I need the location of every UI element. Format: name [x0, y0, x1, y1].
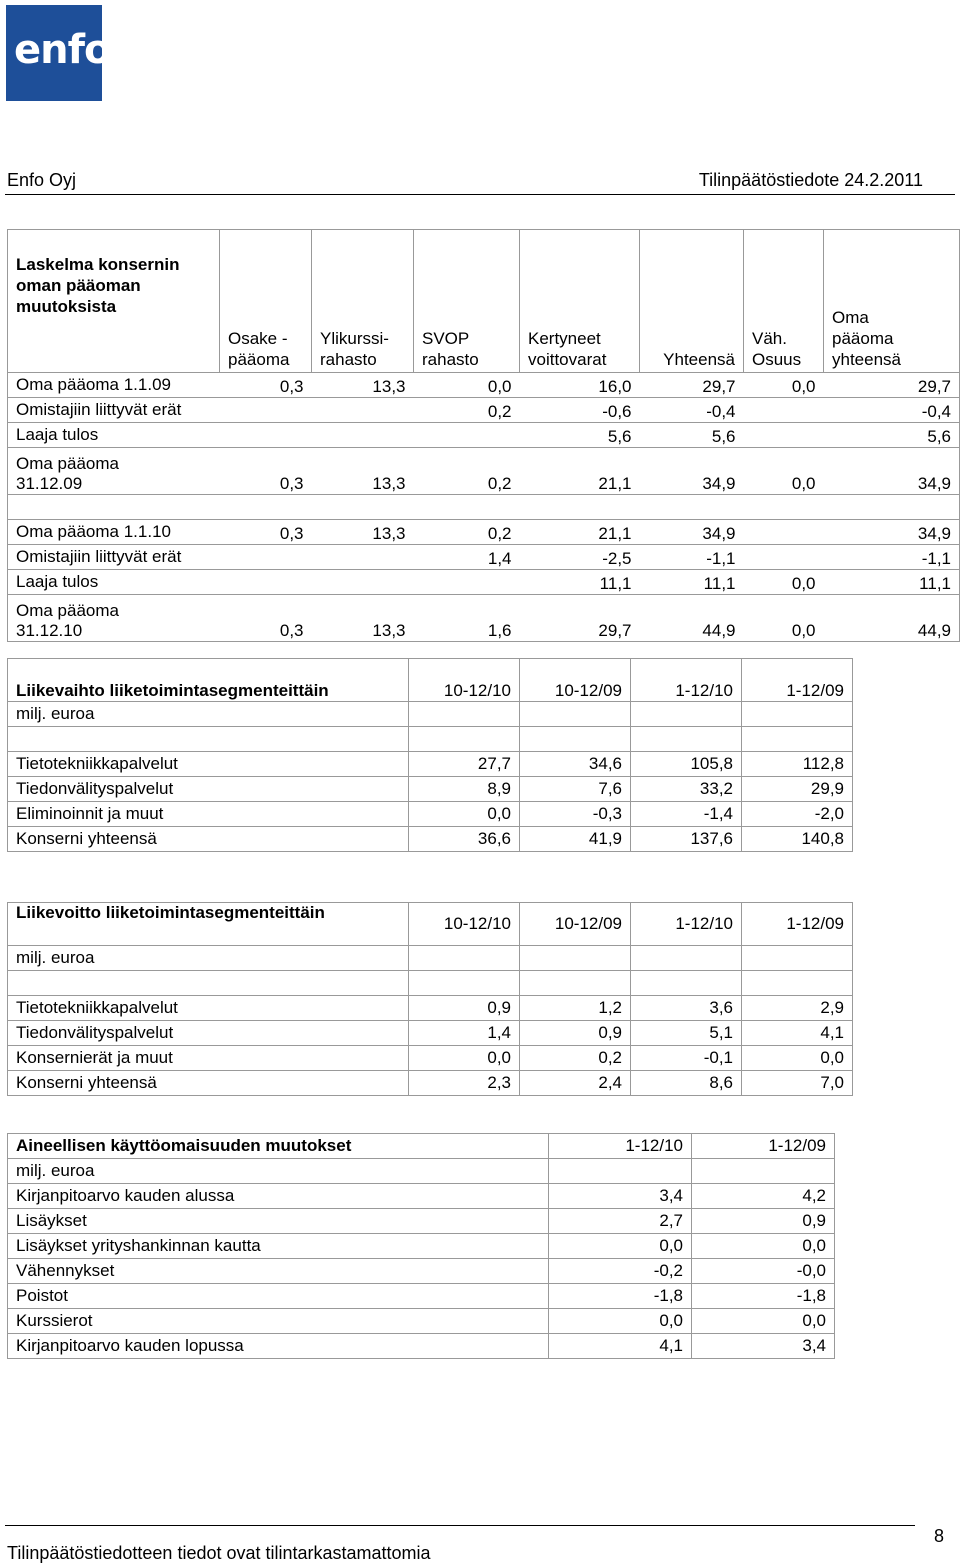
equity-cell — [744, 495, 824, 520]
assets-title: Aineellisen käyttöomaisuuden muutokset — [8, 1134, 549, 1159]
ebit-value: 2,3 — [409, 1071, 520, 1096]
assets-value: 2,7 — [549, 1209, 692, 1234]
equity-cell — [744, 398, 824, 423]
equity-column-header-line: Kertyneet — [528, 329, 601, 348]
revenue-row — [8, 802, 853, 827]
revenue-empty-cell — [742, 702, 853, 727]
equity-row — [8, 448, 960, 495]
equity-row — [8, 595, 960, 642]
equity-cell: 0,0 — [744, 448, 824, 495]
equity-cell: 0,0 — [414, 373, 520, 398]
equity-cell: -0,6 — [520, 398, 640, 423]
ebit-value: 2,4 — [520, 1071, 631, 1096]
equity-cell: 1,4 — [414, 545, 520, 570]
revenue-value: 41,9 — [520, 827, 631, 852]
equity-cell — [220, 570, 312, 595]
ebit-unit: milj. euroa — [8, 946, 409, 971]
revenue-row-label: Tiedonvälityspalvelut — [8, 777, 409, 802]
revenue-empty-cell — [409, 727, 520, 752]
equity-row-label-line: Laaja tulos — [16, 425, 99, 444]
equity-cell — [414, 495, 520, 520]
equity-cell: 13,3 — [312, 448, 414, 495]
equity-column-header-line: Oma — [832, 308, 869, 327]
equity-cell — [640, 495, 744, 520]
equity-cell — [312, 545, 414, 570]
equity-cell — [414, 423, 520, 448]
ebit-value: 7,0 — [742, 1071, 853, 1096]
equity-row — [8, 423, 960, 448]
equity-title — [8, 230, 220, 373]
revenue-value: 33,2 — [631, 777, 742, 802]
equity-column-header — [220, 230, 312, 373]
assets-row-label: Lisäykset yrityshankinnan kautta — [8, 1234, 549, 1259]
equity-row-label — [8, 448, 220, 495]
ebit-value: 3,6 — [631, 996, 742, 1021]
assets-value: 0,0 — [549, 1234, 692, 1259]
revenue-value: -0,3 — [520, 802, 631, 827]
equity-row — [8, 495, 960, 520]
revenue-row-label: Eliminoinnit ja muut — [8, 802, 409, 827]
revenue-value: 27,7 — [409, 752, 520, 777]
equity-cell — [520, 495, 640, 520]
ebit-row — [8, 1071, 853, 1096]
revenue-row-label: Tietotekniikkapalvelut — [8, 752, 409, 777]
equity-cell: 0,3 — [220, 448, 312, 495]
equity-cell: 16,0 — [520, 373, 640, 398]
equity-cell — [312, 570, 414, 595]
revenue-row — [8, 752, 853, 777]
ebit-row — [8, 1021, 853, 1046]
assets-row-label: Kirjanpitoarvo kauden lopussa — [8, 1334, 549, 1359]
assets-row-label: Kurssierot — [8, 1309, 549, 1334]
ebit-period-header: 10-12/10 — [409, 903, 520, 946]
assets-row — [8, 1184, 835, 1209]
tangible-assets-changes-table — [7, 1133, 835, 1359]
equity-column-header — [520, 230, 640, 373]
revenue-value: 140,8 — [742, 827, 853, 852]
equity-row-label — [8, 545, 220, 570]
revenue-value: -1,4 — [631, 802, 742, 827]
equity-cell: 0,3 — [220, 520, 312, 545]
revenue-period-header: 1-12/09 — [742, 659, 853, 702]
page-number: 8 — [934, 1526, 945, 1546]
equity-row-label-line: Oma pääoma 1.1.10 — [16, 522, 171, 541]
equity-row — [8, 520, 960, 545]
ebit-value: 4,1 — [742, 1021, 853, 1046]
ebit-value: 0,9 — [409, 996, 520, 1021]
equity-cell — [744, 545, 824, 570]
revenue-empty-cell — [742, 727, 853, 752]
ebit-empty-cell — [520, 946, 631, 971]
equity-row-label — [8, 423, 220, 448]
equity-cell — [744, 423, 824, 448]
equity-row-label-line: Omistajiin liittyvät erät — [16, 400, 182, 419]
equity-row-label — [8, 398, 220, 423]
revenue-value: 7,6 — [520, 777, 631, 802]
ebit-value: 1,2 — [520, 996, 631, 1021]
equity-title-line: oman pääoman — [16, 276, 141, 295]
equity-row-label-line: Oma pääoma — [16, 601, 119, 620]
equity-cell: 34,9 — [824, 520, 960, 545]
ebit-row — [8, 996, 853, 1021]
equity-cell: 1,6 — [414, 595, 520, 642]
equity-title-line: muutoksista — [16, 297, 117, 316]
equity-cell: 34,9 — [640, 448, 744, 495]
revenue-by-segment-table — [7, 658, 853, 852]
revenue-empty-cell — [520, 702, 631, 727]
equity-row-label-line: 31.12.10 — [16, 621, 83, 640]
equity-column-header — [414, 230, 520, 373]
assets-value: 4,1 — [549, 1334, 692, 1359]
equity-cell: 0,3 — [220, 373, 312, 398]
equity-row — [8, 398, 960, 423]
revenue-empty-cell — [631, 702, 742, 727]
equity-row — [8, 570, 960, 595]
assets-value: -1,8 — [692, 1284, 835, 1309]
equity-cell: 13,3 — [312, 373, 414, 398]
ebit-title: Liikevoitto liiketoimintasegmenteittäin — [8, 903, 409, 946]
equity-row-label — [8, 495, 220, 520]
revenue-empty-cell — [520, 727, 631, 752]
ebit-empty-cell — [631, 946, 742, 971]
equity-column-header-line: rahasto — [422, 350, 479, 369]
equity-cell: -1,1 — [824, 545, 960, 570]
equity-cell: 5,6 — [520, 423, 640, 448]
equity-cell: -2,5 — [520, 545, 640, 570]
ebit-period-header: 1-12/09 — [742, 903, 853, 946]
equity-cell — [312, 398, 414, 423]
assets-header-row — [8, 1134, 835, 1159]
ebit-header-row — [8, 903, 853, 946]
equity-column-header-line: Yhteensä — [663, 350, 735, 369]
equity-column-header-line: yhteensä — [832, 350, 901, 369]
revenue-row — [8, 777, 853, 802]
assets-unit: milj. euroa — [8, 1159, 549, 1184]
equity-title-line: Laskelma konsernin — [16, 255, 180, 274]
assets-row-label: Poistot — [8, 1284, 549, 1309]
ebit-value: 0,9 — [520, 1021, 631, 1046]
ebit-period-header: 10-12/09 — [520, 903, 631, 946]
revenue-unit: milj. euroa — [8, 702, 409, 727]
ebit-value: 8,6 — [631, 1071, 742, 1096]
equity-row-label — [8, 595, 220, 642]
revenue-value: 105,8 — [631, 752, 742, 777]
assets-empty-cell — [692, 1159, 835, 1184]
revenue-value: 29,9 — [742, 777, 853, 802]
revenue-period-header: 10-12/09 — [520, 659, 631, 702]
ebit-value: 1,4 — [409, 1021, 520, 1046]
ebit-period-header: 1-12/10 — [631, 903, 742, 946]
equity-cell: 0,3 — [220, 595, 312, 642]
equity-cell — [220, 495, 312, 520]
equity-cell: 0,2 — [414, 448, 520, 495]
equity-column-header-line: pääoma — [832, 329, 894, 348]
company-name: Enfo Oyj — [7, 170, 77, 190]
assets-row — [8, 1284, 835, 1309]
equity-cell: 0,0 — [744, 373, 824, 398]
ebit-row-label: Konserni yhteensä — [8, 1071, 409, 1096]
equity-column-header-line: SVOP — [422, 329, 470, 348]
equity-cell: 5,6 — [640, 423, 744, 448]
ebit-empty-cell — [520, 971, 631, 996]
ebit-row-label: Tiedonvälityspalvelut — [8, 1021, 409, 1046]
equity-column-header-line: voittovarat — [528, 350, 607, 369]
equity-row-label-line: Oma pääoma 1.1.09 — [16, 375, 171, 394]
logo-text: enfo — [14, 27, 111, 73]
assets-row-label: Kirjanpitoarvo kauden alussa — [8, 1184, 549, 1209]
assets-value: 0,0 — [692, 1309, 835, 1334]
ebit-spacer-row — [8, 971, 853, 996]
equity-column-header-line: rahasto — [320, 350, 377, 369]
equity-cell: 0,0 — [744, 570, 824, 595]
equity-row-label — [8, 520, 220, 545]
ebit-value: 0,0 — [409, 1046, 520, 1071]
equity-column-header — [640, 230, 744, 373]
equity-cell: 34,9 — [640, 520, 744, 545]
ebit-empty-cell — [742, 946, 853, 971]
revenue-value: 36,6 — [409, 827, 520, 852]
equity-column-header-line: Väh. — [752, 329, 787, 348]
header-rule — [5, 194, 955, 195]
equity-cell: -0,4 — [824, 398, 960, 423]
equity-column-header-line: Ylikurssi- — [320, 329, 389, 348]
ebit-value: 2,9 — [742, 996, 853, 1021]
page-header — [7, 170, 955, 192]
equity-column-header — [312, 230, 414, 373]
equity-cell: 0,0 — [744, 595, 824, 642]
equity-column-header — [824, 230, 960, 373]
ebit-empty-cell — [409, 946, 520, 971]
revenue-title: Liikevaihto liiketoimintasegmenteittäin — [8, 659, 409, 702]
equity-cell — [220, 423, 312, 448]
equity-cell — [220, 545, 312, 570]
equity-column-header-line: Osuus — [752, 350, 802, 369]
ebit-empty-cell — [8, 971, 409, 996]
equity-cell: 29,7 — [640, 373, 744, 398]
ebit-value: 0,0 — [742, 1046, 853, 1071]
revenue-value: 112,8 — [742, 752, 853, 777]
revenue-value: 8,9 — [409, 777, 520, 802]
equity-cell: 5,6 — [824, 423, 960, 448]
equity-row-label-line: Omistajiin liittyvät erät — [16, 547, 182, 566]
assets-row — [8, 1259, 835, 1284]
assets-value: 0,0 — [692, 1234, 835, 1259]
revenue-empty-cell — [409, 702, 520, 727]
equity-row-label — [8, 373, 220, 398]
assets-row — [8, 1209, 835, 1234]
equity-cell — [414, 570, 520, 595]
revenue-unit-row — [8, 702, 853, 727]
equity-cell: 13,3 — [312, 595, 414, 642]
revenue-value: 0,0 — [409, 802, 520, 827]
assets-empty-cell — [549, 1159, 692, 1184]
ebit-unit-row — [8, 946, 853, 971]
equity-cell — [744, 520, 824, 545]
ebit-value: -0,1 — [631, 1046, 742, 1071]
revenue-empty-cell — [8, 727, 409, 752]
revenue-spacer-row — [8, 727, 853, 752]
assets-period-header: 1-12/10 — [549, 1134, 692, 1159]
assets-value: -0,2 — [549, 1259, 692, 1284]
equity-cell — [220, 398, 312, 423]
equity-row-label-line: Oma pääoma — [16, 454, 119, 473]
equity-cell: 21,1 — [520, 520, 640, 545]
revenue-value: -2,0 — [742, 802, 853, 827]
equity-column-header-line: pääoma — [228, 350, 290, 369]
revenue-header-row — [8, 659, 853, 702]
ebit-value: 5,1 — [631, 1021, 742, 1046]
equity-cell: 0,2 — [414, 520, 520, 545]
equity-cell: 11,1 — [520, 570, 640, 595]
equity-cell — [312, 423, 414, 448]
enfo-logo — [6, 5, 111, 101]
equity-cell: 44,9 — [824, 595, 960, 642]
equity-row-label-line: Laaja tulos — [16, 572, 99, 591]
assets-row — [8, 1334, 835, 1359]
document-title: Tilinpäätöstiedote 24.2.2011 — [698, 170, 923, 190]
equity-cell: 44,9 — [640, 595, 744, 642]
equity-cell — [312, 495, 414, 520]
footer-rule — [5, 1525, 915, 1526]
revenue-empty-cell — [631, 727, 742, 752]
equity-cell: -0,4 — [640, 398, 744, 423]
assets-row-label: Lisäykset — [8, 1209, 549, 1234]
assets-period-header: 1-12/09 — [692, 1134, 835, 1159]
revenue-period-header: 1-12/10 — [631, 659, 742, 702]
assets-value: 0,0 — [549, 1309, 692, 1334]
equity-column-header — [744, 230, 824, 373]
revenue-row-label: Konserni yhteensä — [8, 827, 409, 852]
assets-row-label: Vähennykset — [8, 1259, 549, 1284]
equity-cell: 21,1 — [520, 448, 640, 495]
ebit-empty-cell — [631, 971, 742, 996]
ebit-row — [8, 1046, 853, 1071]
equity-row — [8, 373, 960, 398]
assets-value: 3,4 — [549, 1184, 692, 1209]
ebit-value: 0,2 — [520, 1046, 631, 1071]
equity-header-row — [8, 230, 960, 373]
assets-value: 4,2 — [692, 1184, 835, 1209]
equity-cell: -1,1 — [640, 545, 744, 570]
assets-row — [8, 1309, 835, 1334]
assets-value: -1,8 — [549, 1284, 692, 1309]
operating-profit-by-segment-table — [7, 902, 853, 1096]
revenue-row — [8, 827, 853, 852]
revenue-period-header: 10-12/10 — [409, 659, 520, 702]
assets-value: 3,4 — [692, 1334, 835, 1359]
assets-value: 0,9 — [692, 1209, 835, 1234]
footer-note: Tilinpäätöstiedotteen tiedot ovat tilintarkastamattomia — [7, 1543, 431, 1563]
equity-changes-table — [7, 229, 960, 642]
equity-cell: 11,1 — [640, 570, 744, 595]
equity-cell: 0,2 — [414, 398, 520, 423]
ebit-row-label: Konsernierät ja muut — [8, 1046, 409, 1071]
equity-cell: 34,9 — [824, 448, 960, 495]
assets-unit-row — [8, 1159, 835, 1184]
equity-row — [8, 545, 960, 570]
equity-cell: 29,7 — [824, 373, 960, 398]
equity-cell: 11,1 — [824, 570, 960, 595]
equity-column-header-line: Osake - — [228, 329, 288, 348]
equity-cell: 29,7 — [520, 595, 640, 642]
ebit-row-label: Tietotekniikkapalvelut — [8, 996, 409, 1021]
equity-row-label-line: 31.12.09 — [16, 474, 83, 493]
equity-cell: 13,3 — [312, 520, 414, 545]
assets-row — [8, 1234, 835, 1259]
assets-value: -0,0 — [692, 1259, 835, 1284]
equity-row-label — [8, 570, 220, 595]
revenue-value: 137,6 — [631, 827, 742, 852]
ebit-empty-cell — [409, 971, 520, 996]
revenue-value: 34,6 — [520, 752, 631, 777]
equity-cell — [824, 495, 960, 520]
ebit-empty-cell — [742, 971, 853, 996]
